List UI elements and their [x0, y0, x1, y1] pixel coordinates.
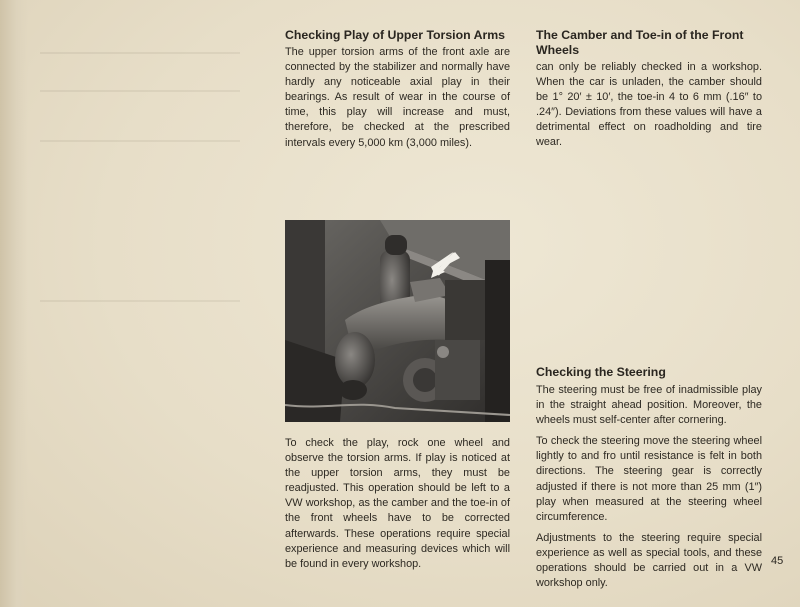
page-number: 45	[771, 555, 784, 567]
paragraph-check-play: To check the play, rock one wheel and observe the torsion arms. If play is noticed at the upper torsion arms, they must be readjusted. This operation should be left to a VW workshop, as the camber and the toe-in of the front wheels have to be corrected afterwards. These operations require special experience and measuring devices which will be found in every workshop.	[285, 437, 510, 570]
heading-torsion-arms: Checking Play of Upper Torsion Arms	[285, 28, 506, 42]
right-column-steering	[536, 365, 762, 591]
paragraph-steering-play: The steering must be free of inadmissible play in the straight ahead position. Moreover, the wheels must self-center after cornering.	[536, 384, 762, 427]
paragraph-camber: can only be reliably checked in a workshop. When the car is unladen, the camber should be 1° 20′ ± 10′, the toe-in 4 to 6 mm (.16″ to .24″). Deviations from these values will have a detrimental effect on roadholding and tire wear.	[536, 61, 762, 149]
heading-steering: Checking the Steering	[536, 365, 666, 379]
left-column-bottom	[285, 436, 510, 572]
show-through-line	[40, 300, 240, 302]
show-through-line	[40, 90, 240, 92]
right-column-top	[536, 28, 762, 151]
paragraph-torsion-arms: The upper torsion arms of the front axle are connected by the stabilizer and normally have hardly any noticeable axial play in their bearings. As result of wear in the course of time, this play will increase and must, therefore, be checked at the prescribed intervals every 5,000 km (3,000 miles).	[285, 46, 510, 149]
page-gutter-shadow	[0, 0, 28, 607]
torsion-arm-photo	[285, 220, 510, 422]
heading-camber-toe-in: The Camber and Toe-in of the Front Wheels	[536, 28, 744, 57]
show-through-line	[40, 52, 240, 54]
paragraph-steering-adjust: Adjustments to the steering require special experience as well as special tools, and these operations should be carried out in a VW workshop only.	[536, 531, 762, 590]
show-through-line	[40, 140, 240, 142]
paragraph-steering-check: To check the steering move the steering wheel lightly to and fro until resistance is felt in both directions. The steering gear is correctly adjusted if there is not more than 25 mm (1″) play when measured at the steering wheel circumference.	[536, 435, 762, 523]
left-column-top	[285, 28, 510, 151]
